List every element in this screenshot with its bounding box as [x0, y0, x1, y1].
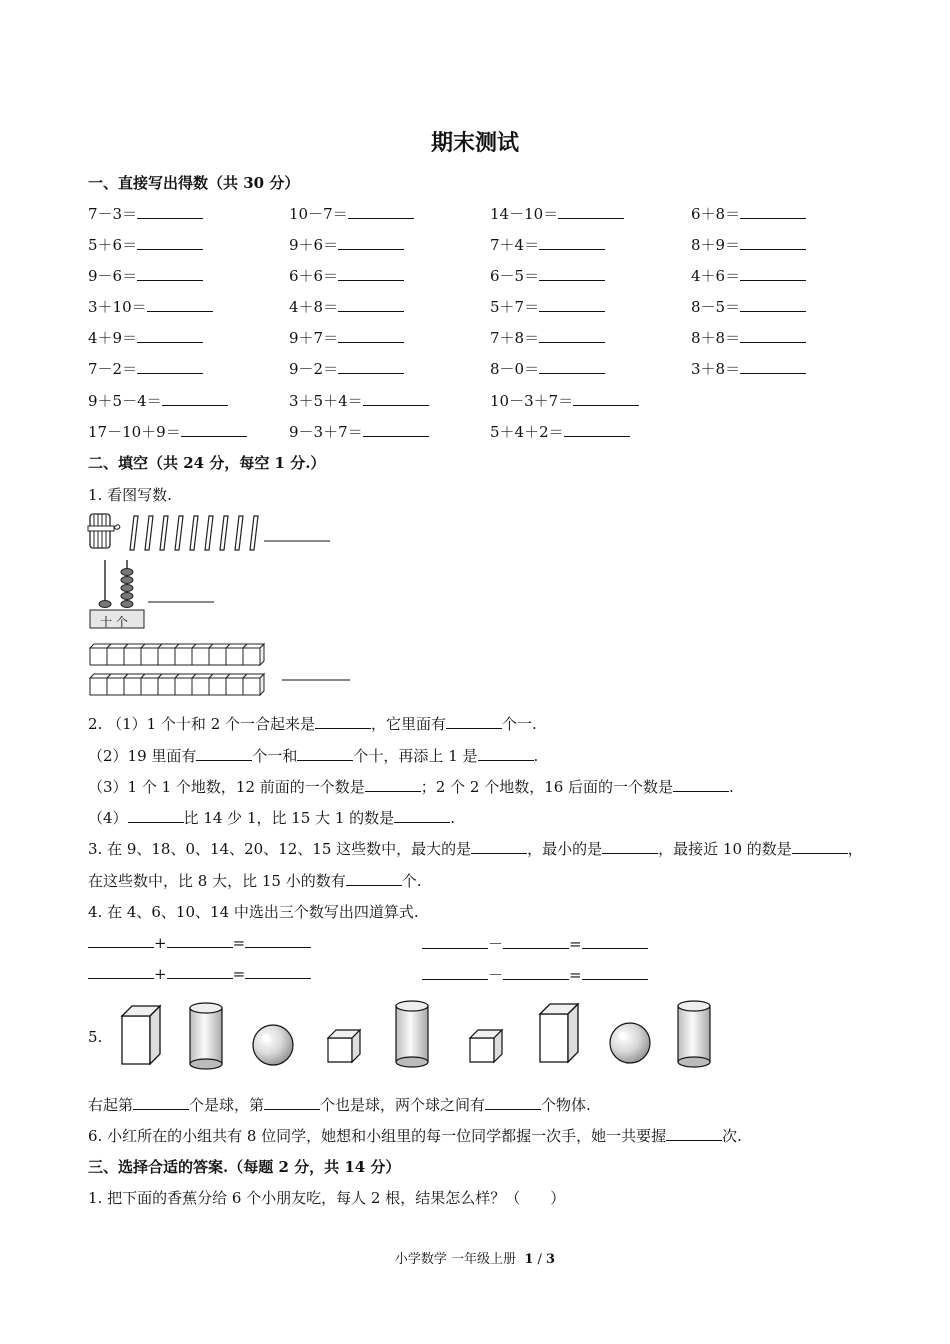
- answer-blank[interactable]: [363, 391, 429, 406]
- cylinder-icon: [678, 1001, 710, 1067]
- answer-blank[interactable]: [338, 235, 404, 250]
- q2-line2: （2）19 里面有 个一和 个十，再添上 1 是 .: [88, 747, 539, 765]
- arithmetic-item: 9＋5－4＝: [88, 390, 228, 411]
- stick-icon: [205, 516, 213, 550]
- stick-icon: [250, 516, 258, 550]
- answer-blank[interactable]: [573, 391, 639, 406]
- answer-blank[interactable]: [147, 297, 213, 312]
- arithmetic-item: 4＋9＝: [88, 327, 203, 348]
- stick-icon: [190, 516, 198, 550]
- answer-blank[interactable]: [539, 266, 605, 281]
- q5-label: 5.: [88, 1028, 103, 1046]
- arithmetic-item: 10－7＝: [289, 203, 414, 224]
- arithmetic-item: 7＋8＝: [490, 327, 605, 348]
- stick-icon: [160, 516, 168, 550]
- answer-blank[interactable]: [539, 297, 605, 312]
- arithmetic-item: 8＋9＝: [691, 234, 806, 255]
- answer-blank[interactable]: [137, 235, 203, 250]
- arithmetic-item: 17－10＋9＝: [88, 421, 247, 442]
- answer-blank[interactable]: [137, 204, 203, 219]
- q2-line3: （3）1 个 1 个地数，12 前面的一个数是 ；2 个 2 个地数，16 后面的一个数是 .: [88, 778, 734, 796]
- q1-text: 1. 看图写数.: [88, 486, 172, 504]
- arithmetic-item: 5＋6＝: [88, 234, 203, 255]
- arithmetic-item: 6＋6＝: [289, 265, 404, 286]
- sphere-icon: [610, 1023, 650, 1063]
- arithmetic-item: 5＋4＋2＝: [490, 421, 630, 442]
- answer-blank[interactable]: [338, 359, 404, 374]
- arithmetic-item: 8－0＝: [490, 358, 605, 379]
- page-title: 期末测试: [430, 130, 519, 156]
- unit-cube-icon: [175, 678, 192, 695]
- q4-text: 4. 在 4、6、10、14 中选出三个数写出四道算式.: [88, 903, 419, 921]
- shapes-row: [110, 998, 730, 1070]
- q3-line2: 在这些数中，比 8 大，比 15 小的数有 个.: [88, 872, 422, 890]
- sticks-picture: [86, 508, 336, 554]
- arithmetic-item: 3＋8＝: [691, 358, 806, 379]
- arithmetic-item: 4＋8＝: [289, 296, 404, 317]
- equation-template: + =: [88, 933, 311, 952]
- section2-heading: 二、填空（共 24 分，每空 1 分.）: [88, 454, 326, 472]
- abacus-label: 十 个: [100, 615, 128, 629]
- cube-rows-picture: [88, 638, 352, 702]
- q2-line4: （4） 比 14 少 1，比 15 大 1 的数是 .: [88, 809, 455, 827]
- answer-blank[interactable]: [740, 235, 806, 250]
- unit-cube-icon: [158, 678, 175, 695]
- answer-blank[interactable]: [137, 328, 203, 343]
- arithmetic-item: 9＋7＝: [289, 327, 404, 348]
- cuboid-icon: [540, 1004, 578, 1062]
- answer-blank[interactable]: [137, 359, 203, 374]
- unit-cube-icon: [192, 648, 209, 665]
- arithmetic-item: 14－10＝: [490, 203, 624, 224]
- stick-icon: [235, 516, 243, 550]
- answer-blank[interactable]: [740, 359, 806, 374]
- answer-blank[interactable]: [338, 328, 404, 343]
- unit-cube-icon: [243, 648, 260, 665]
- answer-blank[interactable]: [740, 297, 806, 312]
- unit-cube-icon: [107, 678, 124, 695]
- equation-template: + =: [88, 964, 311, 983]
- q6-text: 6. 小红所在的小组共有 8 位同学，她想和小组里的每一位同学都握一次手，她一共要握 次.: [88, 1127, 742, 1145]
- unit-cube-icon: [226, 648, 243, 665]
- unit-cube-icon: [124, 678, 141, 695]
- answer-blank[interactable]: [564, 422, 630, 437]
- answer-blank[interactable]: [539, 235, 605, 250]
- unit-cube-icon: [158, 648, 175, 665]
- arithmetic-item: 8＋8＝: [691, 327, 806, 348]
- stick-icon: [175, 516, 183, 550]
- cuboid-icon: [122, 1006, 160, 1064]
- answer-blank[interactable]: [539, 359, 605, 374]
- unit-cube-icon: [192, 678, 209, 695]
- unit-cube-icon: [175, 648, 192, 665]
- arithmetic-item: 6＋8＝: [691, 203, 806, 224]
- answer-blank[interactable]: [137, 266, 203, 281]
- answer-blank[interactable]: [338, 266, 404, 281]
- q2-line1: 2. （1）1 个十和 2 个一合起来是 ，它里面有 个一.: [88, 715, 537, 733]
- section1-heading: 一、直接写出得数（共 30 分）: [88, 174, 300, 192]
- unit-cube-icon: [90, 648, 107, 665]
- unit-cube-icon: [124, 648, 141, 665]
- answer-blank[interactable]: [740, 328, 806, 343]
- stick-icon: [130, 516, 138, 550]
- unit-cube-icon: [226, 678, 243, 695]
- answer-blank[interactable]: [162, 391, 228, 406]
- page-footer: 小学数学 一年级上册 1 / 3: [394, 1252, 556, 1267]
- arithmetic-item: 7－3＝: [88, 203, 203, 224]
- equation-template: － =: [422, 933, 648, 954]
- stick-icon: [220, 516, 228, 550]
- unit-cube-icon: [209, 678, 226, 695]
- equation-template: － =: [422, 964, 648, 985]
- arithmetic-item: 10－3＋7＝: [490, 390, 639, 411]
- arithmetic-item: 7－2＝: [88, 358, 203, 379]
- q3-line1: 3. 在 9、18、0、14、20、12、15 这些数中，最大的是 ，最小的是 ，最接近 10 的数是 ，: [88, 840, 863, 858]
- arithmetic-item: 5＋7＝: [490, 296, 605, 317]
- cube-icon: [470, 1030, 502, 1062]
- answer-blank[interactable]: [363, 422, 429, 437]
- arithmetic-item: 9＋6＝: [289, 234, 404, 255]
- q5-text: 右起第 个是球，第 个也是球，两个球之间有 个物体.: [88, 1096, 591, 1114]
- unit-cube-icon: [243, 678, 260, 695]
- answer-blank[interactable]: [558, 204, 624, 219]
- answer-blank[interactable]: [181, 422, 247, 437]
- sphere-icon: [253, 1025, 293, 1065]
- arithmetic-item: 9－3＋7＝: [289, 421, 429, 442]
- arithmetic-item: 7＋4＝: [490, 234, 605, 255]
- arithmetic-item: 9－6＝: [88, 265, 203, 286]
- answer-blank[interactable]: [740, 266, 806, 281]
- arithmetic-item: 8－5＝: [691, 296, 806, 317]
- answer-blank[interactable]: [338, 297, 404, 312]
- arithmetic-item: 3＋5＋4＝: [289, 390, 429, 411]
- unit-cube-icon: [209, 648, 226, 665]
- unit-cube-icon: [141, 648, 158, 665]
- cube-icon: [328, 1030, 360, 1062]
- cylinder-icon: [396, 1001, 428, 1067]
- stick-icon: [145, 516, 153, 550]
- cylinder-icon: [190, 1003, 222, 1069]
- unit-cube-icon: [141, 678, 158, 695]
- answer-blank[interactable]: [539, 328, 605, 343]
- stick-bundle-icon: [88, 514, 120, 548]
- arithmetic-item: 9－2＝: [289, 358, 404, 379]
- answer-blank[interactable]: [348, 204, 414, 219]
- section3-heading: 三、选择合适的答案.（每题 2 分，共 14 分）: [88, 1158, 401, 1176]
- section3-q1: 1. 把下面的香蕉分给 6 个小朋友吃，每人 2 根，结果怎么样？（ ）: [88, 1189, 566, 1207]
- answer-blank[interactable]: [740, 204, 806, 219]
- unit-cube-icon: [90, 678, 107, 695]
- arithmetic-item: 6－5＝: [490, 265, 605, 286]
- arithmetic-item: 3＋10＝: [88, 296, 213, 317]
- arithmetic-item: 4＋6＝: [691, 265, 806, 286]
- unit-cube-icon: [107, 648, 124, 665]
